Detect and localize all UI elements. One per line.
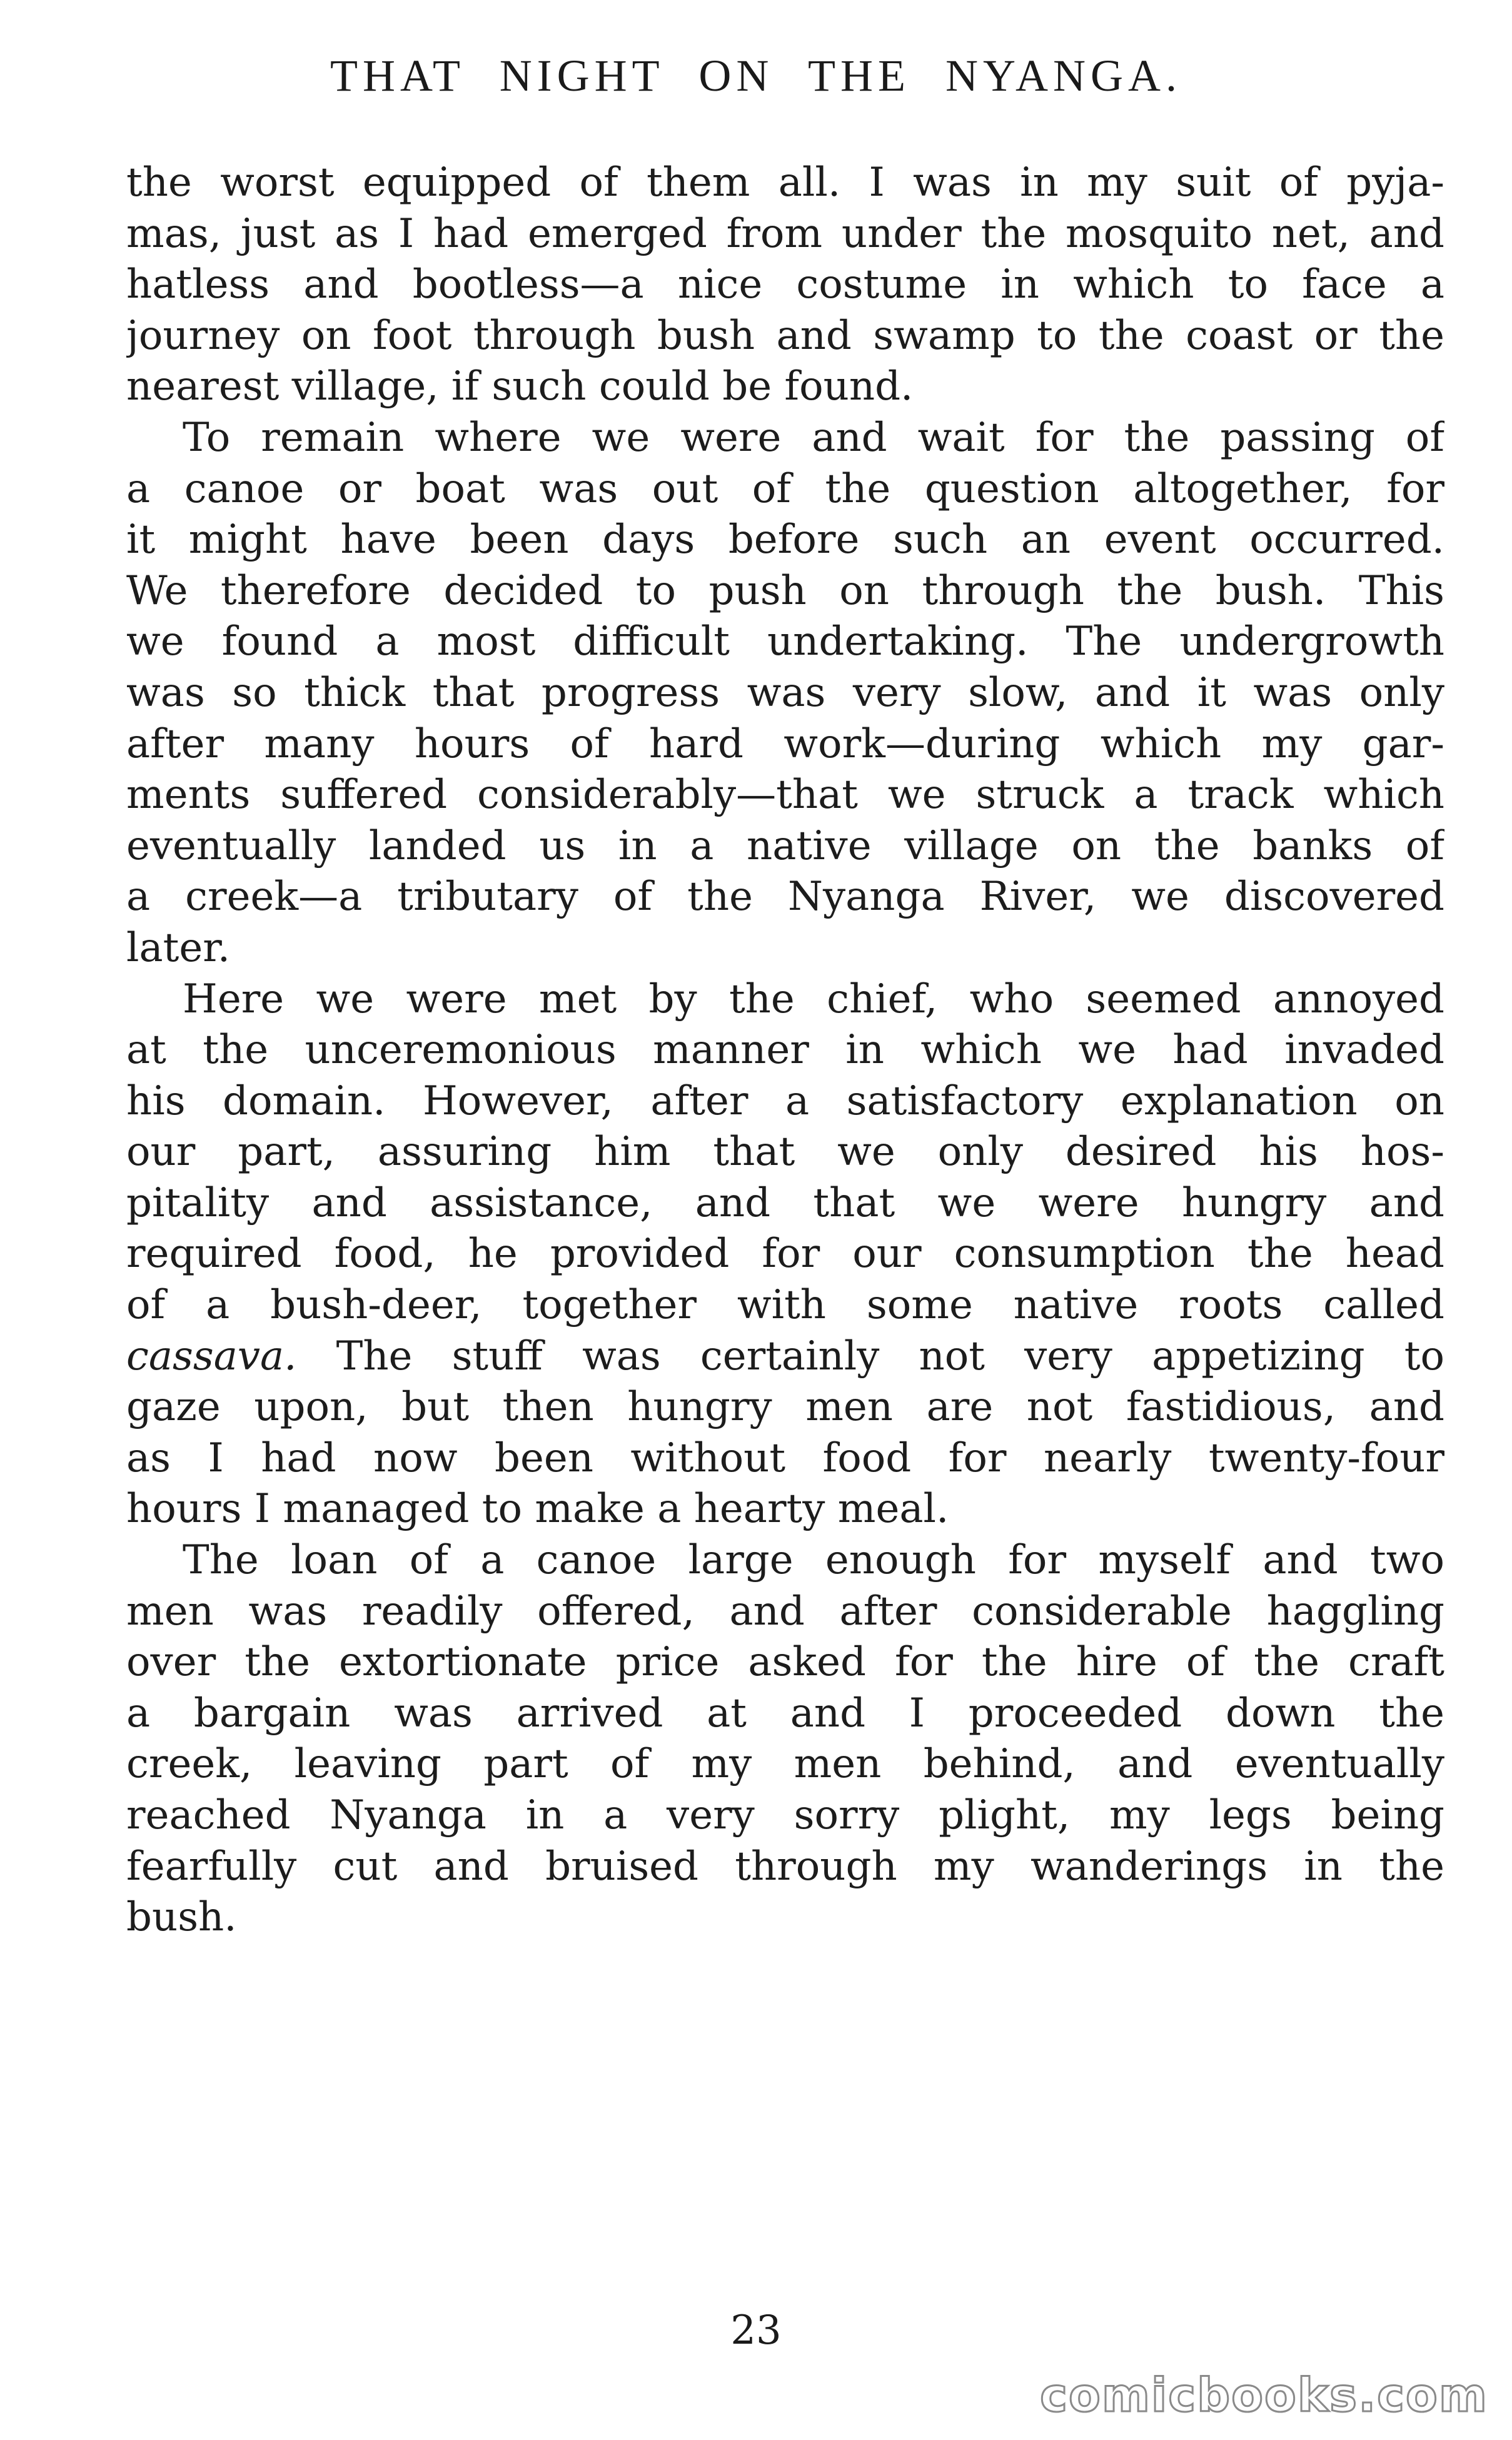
running-head: THAT NIGHT ON THE NYANGA. <box>330 51 1182 101</box>
text-line: a creek—a tributary of the Nyanga River, we discovered <box>126 874 1444 920</box>
text-line: at the unceremonious manner in which we had invaded <box>126 1027 1444 1074</box>
text-line: a bargain was arrived at and I proceeded down the <box>126 1690 1444 1737</box>
text-line: We therefore decided to push on through the bush. This <box>126 567 1444 614</box>
text-line: was so thick that progress was very slow, and it was only <box>126 669 1444 716</box>
body-text <box>126 158 1444 1943</box>
paragraph-first-line: Here we were met by the chief, who seemed annoyed <box>183 975 1444 1022</box>
text-line: a canoe or boat was out of the question altogether, for <box>126 465 1444 512</box>
text-line <box>126 1331 1444 1383</box>
text-line: bush. <box>126 1894 237 1941</box>
text-line: our part, assuring him that we only desired his hos- <box>126 1129 1444 1176</box>
text-line: eventually landed us in a native village on the banks of <box>126 822 1444 869</box>
text-line: reached Nyanga in a very sorry plight, my legs being <box>126 1792 1444 1838</box>
text-line: mas, just as I had emerged from under the mosquito net, and <box>126 210 1444 257</box>
text-line: nearest village, if such could be found. <box>126 363 914 410</box>
line-remainder: The stuff was certainly not very appetizing to <box>296 1333 1444 1379</box>
text-line: after many hours of hard work—during which my gar- <box>126 720 1444 767</box>
text-line: of a bush-deer, together with some native roots called <box>126 1282 1444 1329</box>
paragraph-first-line: To remain where we were and wait for the passing of <box>183 414 1444 461</box>
watermark-logo: comicbooks.com <box>1040 2369 1488 2422</box>
text-line: later. <box>126 924 231 971</box>
text-line: pitality and assistance, and that we were hungry and <box>126 1179 1444 1226</box>
page-number: 23 <box>730 2307 782 2354</box>
text-line: creek, leaving part of my men behind, and eventually <box>126 1741 1444 1788</box>
italic-word: cassava. <box>126 1333 297 1379</box>
paragraph-first-line: The loan of a canoe large enough for myself and two <box>183 1537 1444 1584</box>
text-line: we found a most difficult undertaking. The undergrowth <box>126 618 1444 665</box>
text-line: as I had now been without food for nearly twenty-four <box>126 1434 1444 1481</box>
text-line: ments suffered considerably—that we struck a track which <box>126 772 1444 819</box>
text-line: gaze upon, but then hungry men are not fastidious, and <box>126 1384 1444 1431</box>
text-line: fearfully cut and bruised through my wanderings in the <box>126 1843 1444 1890</box>
text-line: the worst equipped of them all. I was in my suit of pyja- <box>126 159 1444 206</box>
text-line: men was readily offered, and after considerable haggling <box>126 1588 1444 1635</box>
text-line: hatless and bootless—a nice costume in which to face a <box>126 261 1444 308</box>
text-line: it might have been days before such an event occurred. <box>126 517 1444 563</box>
text-line: hours I managed to make a hearty meal. <box>126 1486 949 1533</box>
text-line: his domain. However, after a satisfactory explanation on <box>126 1077 1444 1124</box>
text-line: journey on foot through bush and swamp to the coast or the <box>126 312 1444 359</box>
text-line: over the extortionate price asked for the hire of the craft <box>126 1639 1444 1686</box>
text-line: required food, he provided for our consumption the head <box>126 1231 1444 1278</box>
